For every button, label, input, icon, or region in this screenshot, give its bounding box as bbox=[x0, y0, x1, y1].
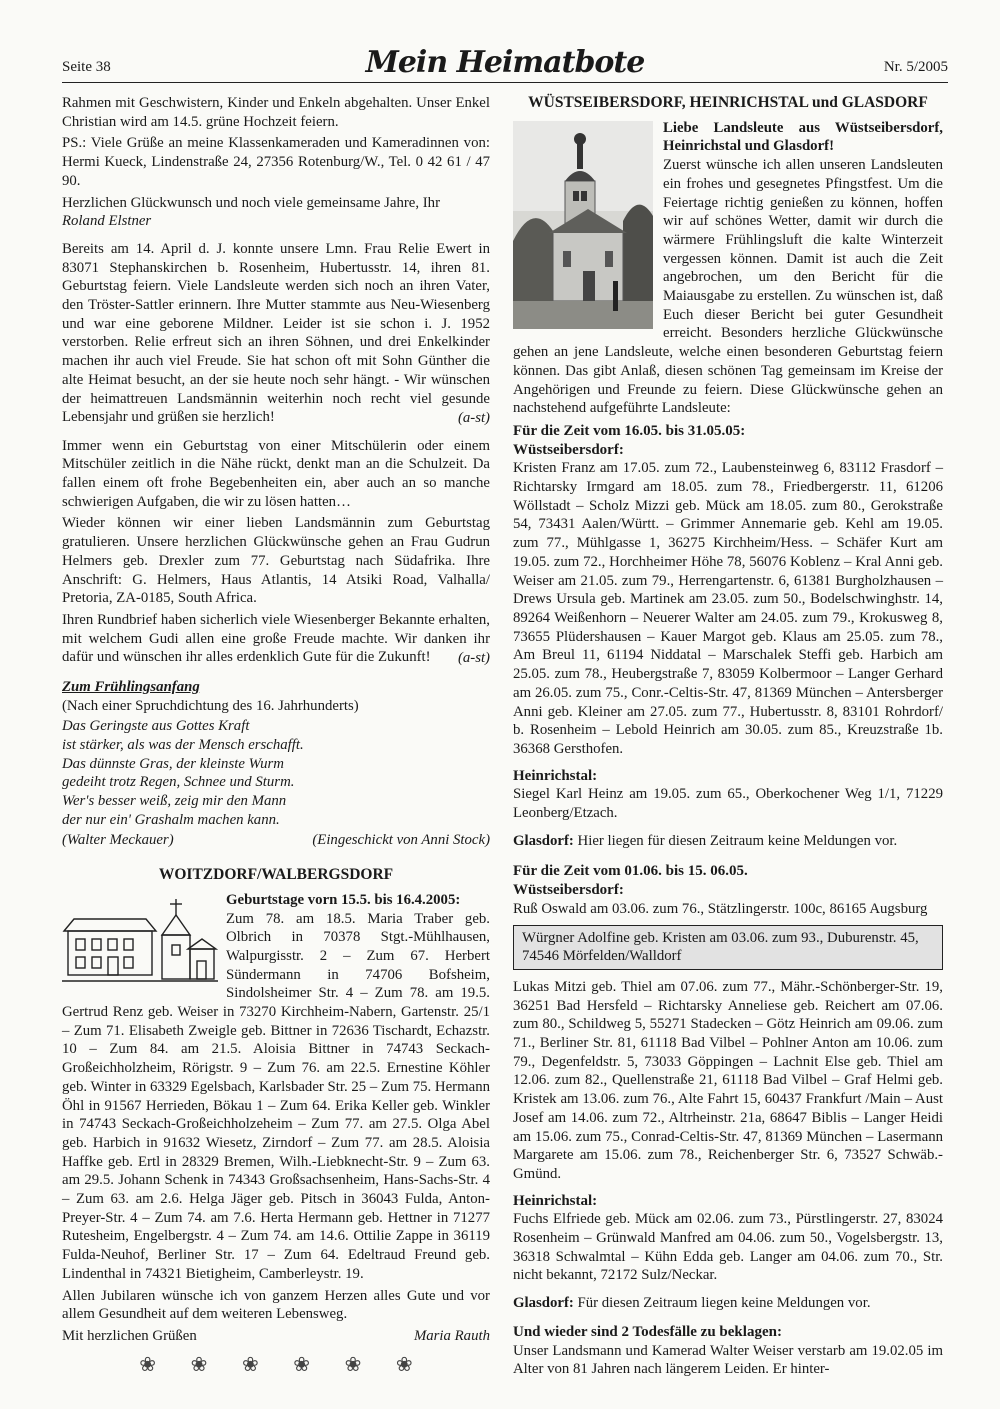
paragraph: Immer wenn ein Geburtstag von einer Mitschülerin oder einem Mitschüler zeitlich in die Nähe rückt, denkt man an die Schulzeit. Da fallen einem oft frohe Begebenheiten ein, aber auch an so manche schwierigen Aufgaben, die wir zu lösen hatten… bbox=[62, 437, 490, 510]
village-label: Wüstseibersdorf: bbox=[513, 441, 624, 458]
period-heading: Für die Zeit vom 16.05. bis 31.05.05: bbox=[513, 422, 746, 439]
paragraph: Rahmen mit Geschwistern, Kinder und Enkeln abgehalten. Unser Enkel Christian wird am 14.5. grüne Hochzeit feiern. bbox=[62, 95, 490, 130]
flower-ornament bbox=[122, 1353, 430, 1376]
author-tag: (a-st) bbox=[457, 650, 490, 667]
period-heading: Für die Zeit vom 01.06. bis 15. 06.05. bbox=[513, 863, 748, 880]
greeting-lead: Liebe Landsleute aus Wüstseibersdorf, Heinrichstal und Glasdorf! bbox=[663, 119, 943, 155]
author-tag: (a-st) bbox=[457, 409, 490, 426]
birthday-list: Ruß Oswald am 03.06. zum 76., Stätzlingerstr. 100c, 86165 Augsburg bbox=[513, 900, 928, 917]
paragraph: Herzlichen Glückwunsch und noch viele gemeinsame Jahre, Ihr bbox=[62, 194, 441, 211]
no-entries-note bbox=[513, 1294, 943, 1313]
birthday-list: Siegel Karl Heinz am 19.05. zum 65., Oberkochener Weg 1/1, 71229 Leonberg/Etzach. bbox=[513, 786, 943, 822]
paragraph: PS.: Viele Grüße an meine Klassenkameraden und Kameradinnen von: Hermi Kueck, Lindenstraße 24, 27356 Rotenburg/W., Tel. 0 42 61 / 47 90. bbox=[62, 135, 490, 189]
birthday-list: Kristen Franz am 17.05. zum 72., Laubensteinweg 6, 83112 Frasdorf – Richtarsky Irmgard am 18.05. zum 78., Friedbergerstr. 11, 61206 Wöllstadt – Scholz Mizzi geb. Mück am 18.05. zum 80., Gerokstraße 54, 73431 Aalen/Württ. – Grimmer Annemarie geb. Kehl am 19.05. zum 77., Mühlgasse 1, 36275 Kirchheim/Hess. – Schäfer Kurt am 19.05. zum 72., Horchheimer Höhe 78, 56076 Koblenz – Kral Anni geb. Weiser am 21.05. zum 79., Herrengartenstr. 6, 61381 Burgholzhausen – Drews Ursula geb. Martinek am 23.05. zum 50., Bodelschwinghstr. 14, 89264 Weißenhorn – Neuerer Walter am 24.05. zum 79., Krokusweg 8, 73655 Plüdershausen – Kauer Margot geb. Klaus am 25.05. zum 78., Am Breul 11, 61194 Niddatal – Marschalek Steffi geb. Harbich am 25.05. zum 78., Heubergstraße 7, 83059 Kolbermoor – Langer Gerhard am 26.05. zum 75., Conr.-Celtis-Str. 47, 81369 München – Antersberger Anni geb. Kleiner am 27.05. zum 77., Hubertusstr. 8, 83101 Rohrdorf/ b. Rosenheim – Lebold Heinrich am 30.05. zum 85., Kreuzstraße 1b. 36368 Gersthofen. bbox=[513, 460, 943, 757]
birthday-text: Zum 78. am 18.5. Maria Traber geb. Olbrich in 70378 Stgt.-Mühlhausen, Walpurgisstr. 2 – Zum 67. Herbert Sündermann in 74706 Bofsheim, Sindolsheimer Str. 4 – Zum 78. am 19.5. Gertrud Renz geb. Weiser in 73270 Kirchheim-Nabern, Gartenstr. 25/1 – Zum 71. Elisabeth Zweigle geb. Bittner in 72636 Tischardt, Echazstr. 10 – Zum 84. am 21.5. Aloisia Bittner in 74743 Seckach-Großeichholzheim, Rörigstr. 9 – Zum 76. am 22.5. Ernestine Köhler geb. Winter in 63329 Egelsbach, Karlsbader Str. 25 – Zum 75. Hermann Öhl in 91567 Herrieden, Bökau 1 – Zum 64. Erika Keller geb. Winkler in 74743 Seckach-Großeichholzeheim – Zum 77. am 27.5. Olga Abel geb. Harbich in 91632 Wiesetz, Zirndorf – Zum 77. am 28.5. Aloisia Haffke geb. Ertl in 28329 Bremen, Wilh.-Liebknecht-Str. 9 – Zum 63. am 29.5. Johann Schenk in 74343 Großsachsenheim, Hans-Sachs-Str. 4 – Zum 63. am 2.6. Helga Jäger geb. Pitsch in 36043 Fulda, Anton-Preyer-Str. 4 – Zum 74. am 7.6. Herta Hermann geb. Hettner in 71277 Rutesheim, Engelbergstr. 4 – Zum 74. am 14.6. Ottilie Zappe in 36119 Fulda-Neuhof, Berliner Str. 17 – Zum 64. Edeltraud Freund geb. Lindenthal in 74321 Bietigheim, Camberleystr. 19. bbox=[62, 910, 490, 1282]
flower-icon: ❀ bbox=[241, 1353, 259, 1376]
poem-line: der nur ein' Grashalm machen kann. bbox=[62, 811, 280, 828]
flower-icon: ❀ bbox=[344, 1353, 362, 1376]
masthead-logo: Mein Heimatbote bbox=[365, 45, 645, 80]
paragraph: Bereits am 14. April d. J. konnte unsere Lmn. Frau Relie Ewert in 83071 Stephanskirchen b. Rosenheim, Hubertusstr. 14, ihren 81. Geburtstag feiern. Viele Landsleute werden sich noch an ihren Vater, den Tröster-Sattler erinnern. Ihre Mutter stammte aus Neu-Wiesenberg und war eine geborene Mildner. Leider ist sie schon i. J. 1952 verstorben. Relie erfreut sich an ihren Söhnen, und drei Enkelkinder machen ihr auch viel Freude. Sie hat schon oft mit Sohn Günther die alte Heimat besucht, an der sie heute noch sehr hängt. - Wir wünschen der heimattreuen Landsmännin weiterhin noch recht viel gesunde Lebensjahr und grüßen sie herzlich! bbox=[62, 240, 490, 426]
poem-author: (Walter Meckauer) bbox=[62, 832, 174, 849]
village-illustration bbox=[62, 895, 218, 987]
birthday-list: Lukas Mitzi geb. Thiel am 07.06. zum 77., Mähr.-Schönberger-Str. 19, 36251 Bad Hersfeld – Richtarsky Anneliese geb. Reichert am 07.06. zum 80., Schildweg 5, 55271 Stadecken – Götz Heinrich am 09.06. zum 71., Berliner Str. 81, 61118 Bad Vilbel – Pohlner Anton am 10.06. zum 79., Degenfeldstr. 5, 73033 Göppingen – Lachnit Else geb. Thiel am 12.06. zum 82., Quellenstraße 21, 61118 Bad Vilbel – Graf Helmi geb. Kristek am 13.06. zum 76., Alte Fahrt 15, 60437 Frankfurt /Main – Aust Josef am 14.06. zum 72., Altrheinstr. 21a, 68647 Biblis – Langer Heidi am 15.06. zum 75., Conrad-Celtis-Str. 47, 81369 München – Lasermann Margarete am 15.06. zum 78., Reichenberger Str. 6, 73527 Schwäb.-Gmünd. bbox=[513, 978, 943, 1182]
author-name: Maria Rauth bbox=[413, 1328, 490, 1344]
village-label: Heinrichstal: bbox=[513, 767, 598, 784]
poem-line: gedeiht trotz Regen, Schnee und Sturm. bbox=[62, 774, 295, 791]
page-header bbox=[62, 40, 948, 83]
flower-icon: ❀ bbox=[395, 1353, 413, 1376]
left-column bbox=[62, 94, 490, 1374]
village-label: Glasdorf: bbox=[513, 1295, 574, 1312]
poem-line: ist stärker, als was der Mensch erschafft. bbox=[62, 736, 304, 753]
poem-subtitle: (Nach einer Spruchdichtung des 16. Jahrhunderts) bbox=[62, 697, 359, 714]
issue-number: Nr. 5/2005 bbox=[883, 59, 948, 75]
poem-credits bbox=[62, 831, 490, 850]
flower-icon: ❀ bbox=[139, 1353, 157, 1376]
obituary-heading: Und wieder sind 2 Todesfälle zu beklagen: bbox=[513, 1323, 782, 1340]
closing-signature bbox=[62, 1327, 490, 1346]
village-label: Glasdorf: bbox=[513, 832, 574, 849]
section-lead: Geburtstage vorn 15.5. bis 16.4.2005: bbox=[226, 891, 461, 908]
flower-icon: ❀ bbox=[190, 1353, 208, 1376]
paragraph: Allen Jubilaren wünsche ich von ganzem Herzen alles Gute und vor allem Gesundheit auf dem weiteren Lebensweg. bbox=[62, 1287, 490, 1323]
church-photo bbox=[513, 121, 653, 329]
note-text: Hier liegen für diesen Zeitraum keine Meldungen vor. bbox=[577, 832, 898, 849]
section-heading: WÜSTSEIBERSDORF, HEINRICHSTAL und GLASDORF bbox=[528, 94, 928, 111]
birthday-list: Fuchs Elfriede geb. Mück am 02.06. zum 73., Pürstlingerstr. 27, 83024 Rosenheim – Grünwald Manfred am 04.06. zum 50., Vogelsbergstr. 13, 36318 Schwalmtal – Kühn Edda geb. Langer am 04.06. zum 70., Str. nicht bekannt, 72172 Sulz/Neckar. bbox=[513, 1211, 943, 1284]
poem bbox=[62, 717, 490, 829]
page-number: Seite 38 bbox=[62, 59, 111, 75]
poem-sender: (Eingeschickt von Anni Stock) bbox=[312, 832, 490, 849]
no-entries-note bbox=[513, 832, 943, 851]
poem-line: Wer's besser weiß, zeig mir den Mann bbox=[62, 793, 287, 810]
section-heading: WOITZDORF/WALBERGSDORF bbox=[158, 866, 394, 884]
obituary-text: Unser Landsmann und Kamerad Walter Weiser verstarb am 19.02.05 im Alter von 81 Jahren nach längerem Leiden. Er hinter- bbox=[513, 1342, 943, 1378]
note-text: Für diesen Zeitraum liegen keine Meldungen vor. bbox=[577, 1295, 871, 1312]
greeting: Mit herzlichen Grüßen bbox=[62, 1328, 197, 1344]
greeting-text: Zuerst wünsche ich allen unseren Landsleuten ein frohes und gesegnetes Pfingstfest. Um die Feiertage richtig genießen zu können, hoffen wir auf schönes Wetter, damit wir durch die wärmere Frühlingsluft die kalte Winterzeit vergessen können. Damit ist auch die Zeit angebrochen, um den Bericht für die Maiausgabe zu erstellen. Zu wünschen ist, daß Euch dieser Bericht bei guter Gesundheit erreicht. Besonders herzliche Glückwünsche gehen an jene Landsleute, welche einen besonderen Geburtstag feiern können. Das gibt Anlaß, diesen schönen Tag gemeinsam im Kreise der Angehörigen und Freunde zu feiern. Diese Glückwünsche gehen an nachstehend aufgeführte Landsleute: bbox=[513, 157, 943, 417]
highlight-box: Würgner Adolfine geb. Kristen am 03.06. zum 93., Duburenstr. 45, 74546 Mörfelden/Walldorf bbox=[513, 925, 943, 970]
right-column bbox=[513, 94, 943, 1382]
poem-title: Zum Frühlingsanfang bbox=[62, 678, 200, 695]
village-label: Wüstseibersdorf: bbox=[513, 882, 624, 899]
paragraph: Wieder können wir einer lieben Landsmännin zum Geburtstag gratulieren. Unsere herzlichen Glückwünsche gehen an Frau Gudrun Helmers geb. Drexler zum 77. Geburtstag nach Südafrika. Ihre Anschrift: G. Helmers, Haus Atlantis, 14 Atsiki Road, Valhalla/ Pretoria, ZA-0185, South Africa. bbox=[62, 515, 490, 607]
flower-icon: ❀ bbox=[293, 1353, 311, 1376]
signature: Roland Elstner bbox=[62, 213, 152, 230]
village-label: Heinrichstal: bbox=[513, 1192, 598, 1209]
paragraph: Ihren Rundbrief haben sicherlich viele Wiesenberger Bekannte erhalten, mit welchem Gudi allen eine große Freude machte. Wir danken ihr dafür und wünschen ihr alles erdenklich Gute für die Zukunft! bbox=[62, 611, 490, 666]
poem-line: Das dünnste Gras, der kleinste Wurm bbox=[62, 755, 284, 772]
poem-line: Das Geringste aus Gottes Kraft bbox=[62, 718, 250, 735]
